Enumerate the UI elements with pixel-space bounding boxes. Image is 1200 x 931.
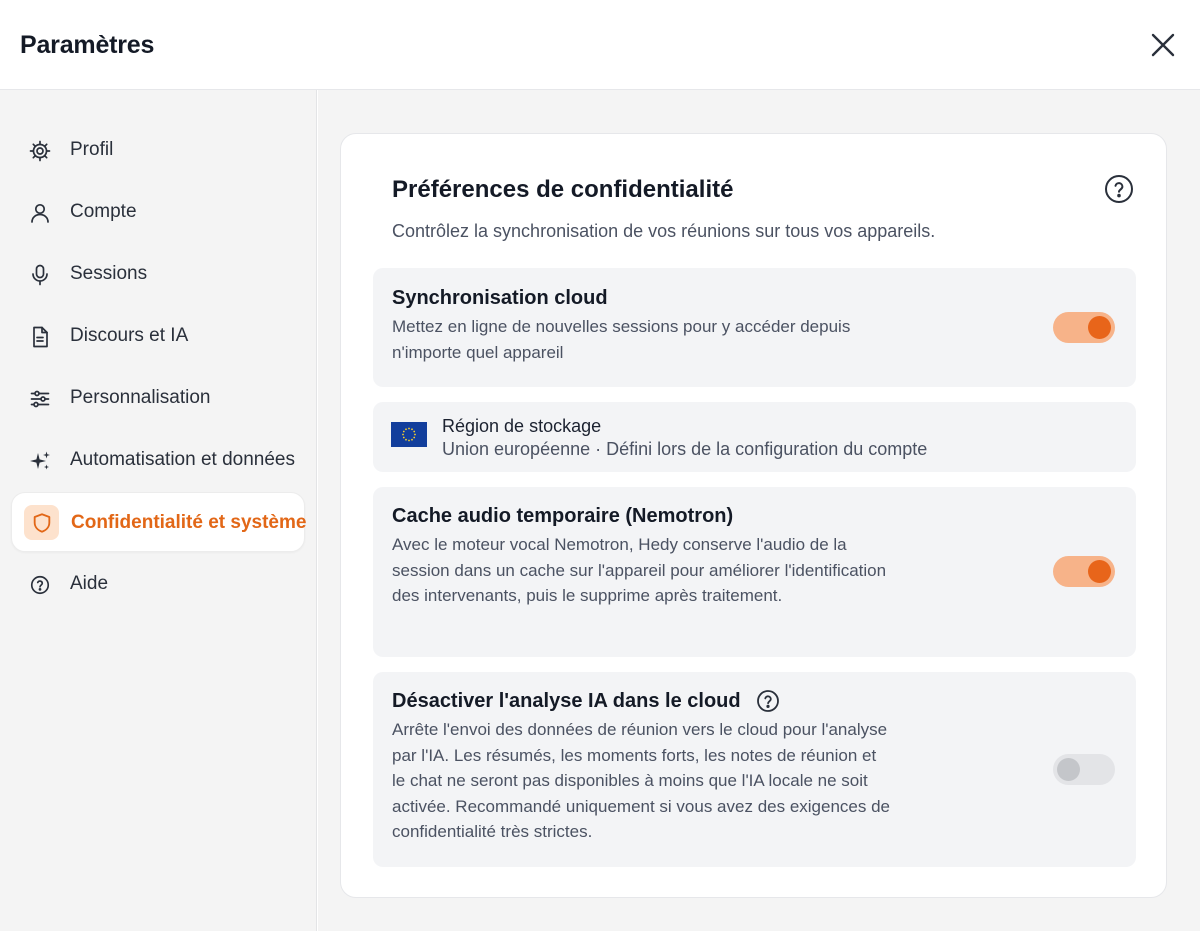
sidebar-item-label: Compte <box>70 201 137 222</box>
toggle-knob <box>1088 316 1111 339</box>
close-icon[interactable] <box>1148 30 1178 60</box>
sidebar-item-label: Sessions <box>70 263 148 284</box>
sidebar-item-label: Aide <box>70 573 109 594</box>
shield-icon <box>24 505 59 540</box>
region-description: Union européenne · Défini lors de la configuration du compte <box>442 439 928 459</box>
settings-sidebar <box>0 90 317 931</box>
eu-flag-icon <box>391 422 427 447</box>
document-icon <box>27 324 53 350</box>
disable-cloud-ai-toggle[interactable] <box>1053 754 1115 785</box>
section-subtitle: Contrôlez la synchronisation de vos réunions sur tous vos appareils. <box>392 221 936 241</box>
help-icon[interactable] <box>756 689 780 713</box>
settings-header <box>0 0 1200 90</box>
gear-icon <box>27 138 53 164</box>
toggle-knob <box>1057 758 1080 781</box>
setting-disable-cloud-ai <box>373 672 1136 867</box>
sidebar-item-aide[interactable] <box>11 554 305 614</box>
setting-description: Avec le moteur vocal Nemotron, Hedy conserve l'audio de la session dans un cache sur l'appareil pour améliorer l'identification des intervenants, puis le supprime après traitement. <box>392 535 887 605</box>
storage-region <box>373 402 1136 472</box>
sidebar-item-label: Confidentialité et système <box>71 512 307 533</box>
region-title: Région de stockage <box>442 416 602 436</box>
setting-description: Mettez en ligne de nouvelles sessions pour y accéder depuis n'importe quel appareil <box>392 317 851 362</box>
sidebar-item-label: Automatisation et données <box>70 449 295 470</box>
sidebar-item-compte[interactable] <box>11 182 305 242</box>
setting-title: Désactiver l'analyse IA dans le cloud <box>392 690 741 712</box>
privacy-card <box>340 133 1167 898</box>
sidebar-item-label: Discours et IA <box>70 325 189 346</box>
microphone-icon <box>27 262 53 288</box>
sidebar-item-profil[interactable] <box>11 120 305 180</box>
sliders-icon <box>27 386 53 412</box>
sparkles-icon <box>27 448 53 474</box>
help-icon[interactable] <box>1104 174 1134 204</box>
toggle-knob <box>1088 560 1111 583</box>
sidebar-item-discours-ia[interactable] <box>11 306 305 366</box>
sidebar-item-label: Profil <box>70 139 114 160</box>
help-circle-icon <box>27 572 53 598</box>
section-title: Préférences de confidentialité <box>392 176 734 203</box>
sidebar-item-confidentialite[interactable] <box>11 492 305 552</box>
sidebar-item-automatisation[interactable] <box>11 430 305 490</box>
sidebar-item-sessions[interactable] <box>11 244 305 304</box>
sidebar-item-label: Personnalisation <box>70 387 211 408</box>
page-title: Paramètres <box>20 31 155 59</box>
sidebar-item-personnalisation[interactable] <box>11 368 305 428</box>
cloud-sync-toggle[interactable] <box>1053 312 1115 343</box>
setting-audio-cache <box>373 487 1136 657</box>
user-icon <box>27 200 53 226</box>
audio-cache-toggle[interactable] <box>1053 556 1115 587</box>
setting-title: Synchronisation cloud <box>392 287 608 309</box>
setting-title: Cache audio temporaire (Nemotron) <box>392 505 734 527</box>
setting-cloud-sync <box>373 268 1136 387</box>
settings-content <box>318 90 1200 931</box>
setting-description: Arrête l'envoi des données de réunion vers le cloud pour l'analyse par l'IA. Les résumés, les moments forts, les notes de réunion et le chat ne seront pas disponibles à moins que l'IA locale ne soit activée. Recommandé uniquement si vous avez des exigences de confidentialité très strictes. <box>392 720 891 841</box>
